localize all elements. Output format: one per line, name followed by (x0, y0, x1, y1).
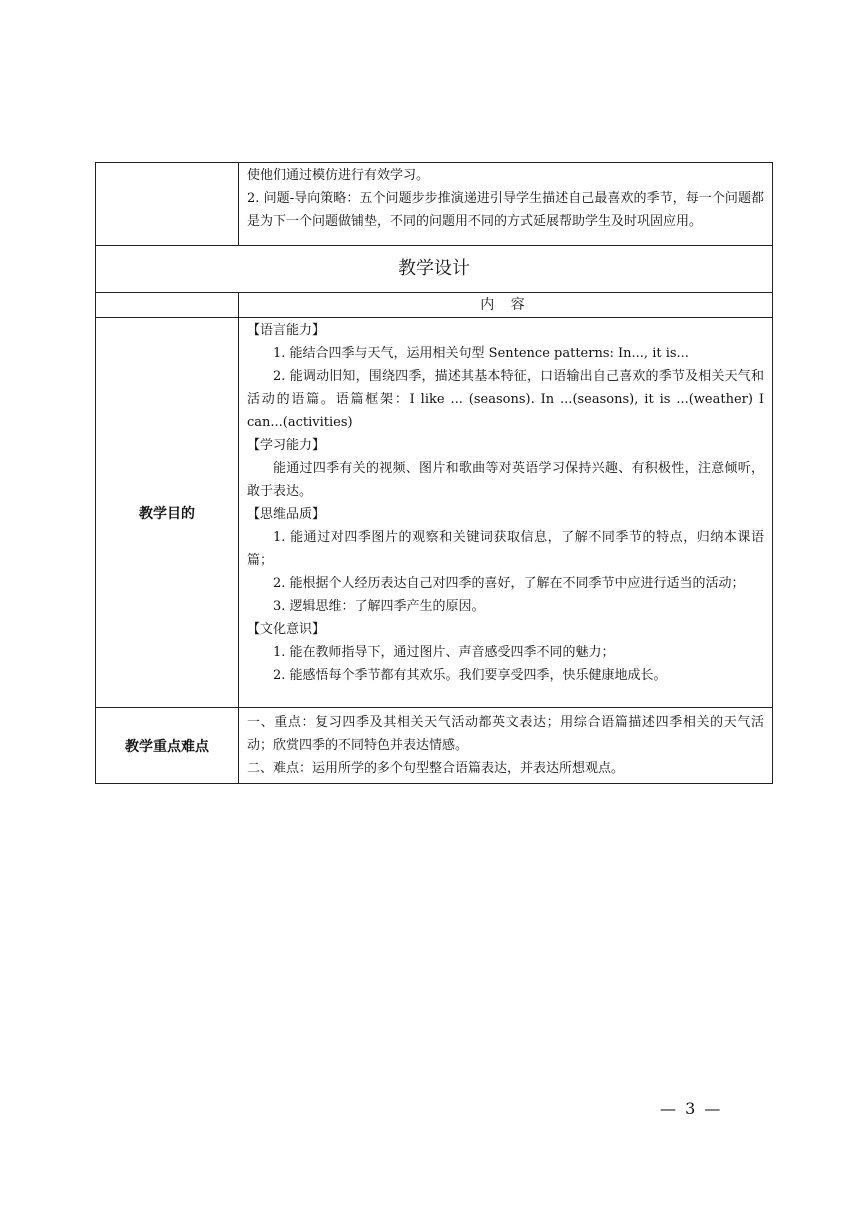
objective-item: 1. 能在教师指导下，通过图片、声音感受四季不同的魅力； (273, 645, 615, 660)
objective-item: 3. 逻辑思维：了解四季产生的原因。 (273, 599, 485, 614)
objectives-cell (239, 318, 773, 708)
design-heading-row (96, 246, 773, 293)
section-title-culture: 【文化意识】 (247, 622, 326, 637)
page-number: — 3 — (660, 1099, 723, 1118)
objectives-label: 教学目的 (96, 318, 239, 708)
key-points-label: 教学重点难点 (96, 708, 239, 784)
objective-item: 2. 能根据个人经历表达自己对四季的喜好，了解在不同季节中应进行适当的活动； (273, 576, 745, 591)
objective-item: 2. 能感悟每个季节都有其欢乐。我们要享受四季，快乐健康地成长。 (273, 668, 667, 683)
objective-item: 1. 能通过对四季图片的观察和关键词获取信息，了解不同季节的特点，归纳本课语篇； (247, 530, 764, 568)
key-point-line: 二、难点：运用所学的多个句型整合语篇表达，并表达所想观点。 (247, 761, 625, 776)
strategy-row (96, 163, 773, 246)
content-header-row (96, 293, 773, 318)
strategy-line: 2. 问题-导向策略：五个问题步步推演递进引导学生描述自己最喜欢的季节，每一个问题都是为下一个问题做铺垫，不同的问题用不同的方式延展帮助学生及时巩固应用。 (247, 191, 764, 229)
objective-item: 1. 能结合四季与天气，运用相关句型 Sentence patterns: In..., it is... (273, 346, 689, 361)
strategy-line: 使他们通过模仿进行有效学习。 (247, 168, 430, 183)
objectives-row (96, 318, 773, 708)
section-title-learning: 【学习能力】 (247, 438, 326, 453)
key-points-row (96, 708, 773, 784)
objective-item: 能通过四季有关的视频、图片和歌曲等对英语学习保持兴趣、有积极性，注意倾听，敢于表达。 (247, 461, 764, 499)
lesson-plan-table (95, 162, 773, 784)
strategy-cell (239, 163, 773, 246)
content-header: 内 容 (239, 293, 773, 318)
design-heading: 教学设计 (96, 246, 773, 293)
key-point-line: 一、重点：复习四季及其相关天气活动都英文表达；用综合语篇描述四季相关的天气活动；欣赏四季的不同特色并表达情感。 (247, 715, 764, 753)
strategy-row-empty-cell (96, 163, 239, 246)
section-title-language: 【语言能力】 (247, 323, 326, 338)
key-points-cell (239, 708, 773, 784)
content-header-empty-cell (96, 293, 239, 318)
objective-item: 2. 能调动旧知，围绕四季，描述其基本特征，口语输出自己喜欢的季节及相关天气和活动的语篇。语篇框架：I like ... (seasons). In ...(seasons), it is ...(weather) I can...(activities) (247, 369, 764, 430)
section-title-thinking: 【思维品质】 (247, 507, 326, 522)
